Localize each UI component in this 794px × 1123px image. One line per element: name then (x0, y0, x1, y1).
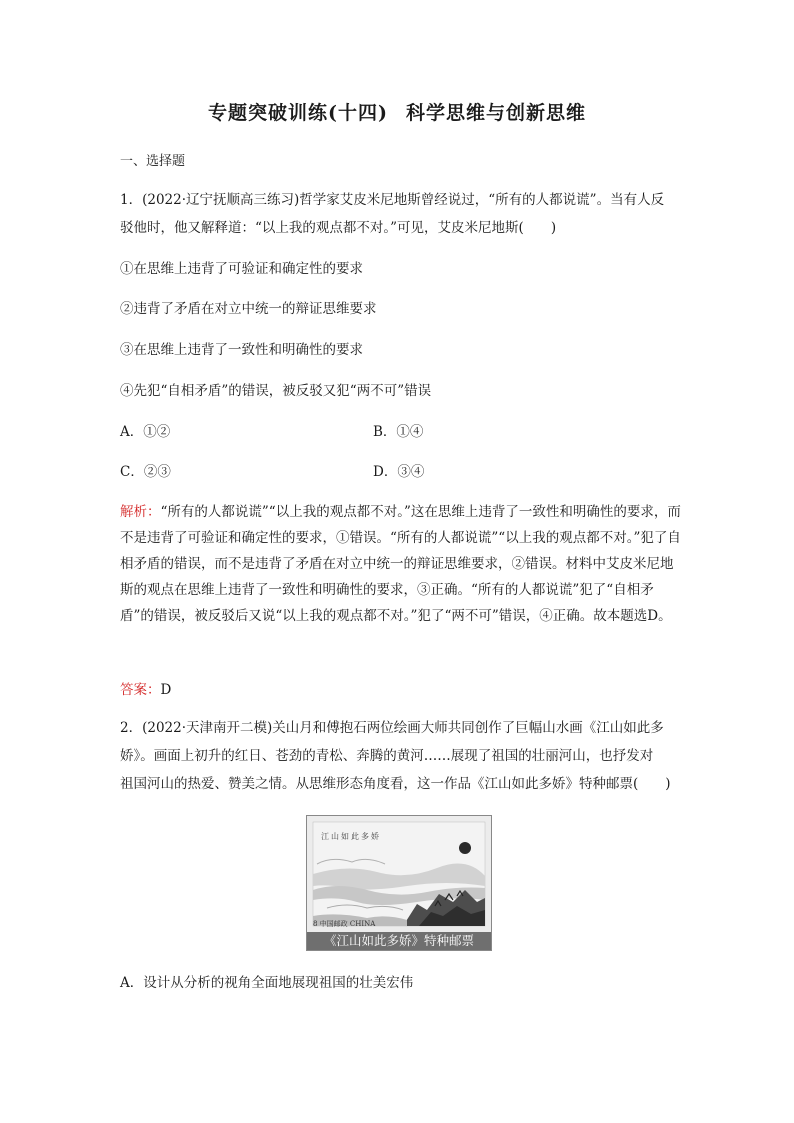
stamp-inscription: 江山如此多娇 (321, 832, 381, 841)
q1-item-3: ③在思维上违背了一致性和明确性的要求 (120, 342, 363, 358)
title-main: 专题突破训练(十四) (208, 102, 388, 124)
q1-analysis-label: 解析： (120, 504, 161, 520)
q1-answer-label: 答案： (120, 682, 161, 698)
q1-answer (120, 680, 680, 700)
q1-analysis-text: “所有的人都说谎”“以上我的观点都不对。”这在思维上违背了一致性和明确性的要求，而不是违背了可验证和确定性的要求，①错误。“所有的人都说谎”“以上我的观点都不对。”犯了自相矛盾的错误，而不是违背了矛盾在对立中统一的辩证思维要求，②错误。材料中艾皮米尼地斯的观点在思维上违背了一致性和明确性的要求，③正确。“所有的人都说谎”犯了“自相矛盾”的错误，被反驳后又说“以上我的观点都不对。”犯了“两不可”错误，④正确。故本题选D。 (120, 504, 681, 624)
section-heading: 一、选择题 (120, 154, 186, 169)
q1-option-d: D．③④ (373, 464, 425, 480)
q1-item-2: ②违背了矛盾在对立中统一的辩证思维要求 (120, 301, 377, 317)
q1-stem-line2: 驳他时，他又解释道：“以上我的观点都不对。”可见，艾皮米尼地斯( ) (120, 220, 557, 236)
q1-item-1: ①在思维上违背了可验证和确定性的要求 (120, 261, 363, 277)
page-title (0, 98, 794, 125)
q1-stem-line1: 1．(2022·辽宁抚顺高三练习)哲学家艾皮米尼地斯曾经说过，“所有的人都说谎”。当有人反 (120, 192, 665, 208)
q2-stem-line2: 娇》。画面上初升的红日、苍劲的青松、奔腾的黄河……展现了祖国的壮丽河山，也抒发对 (120, 748, 654, 764)
title-sub: 科学思维与创新思维 (405, 102, 586, 124)
stamp-caption: 《江山如此多娇》特种邮票 (307, 932, 491, 950)
stamp-image (306, 815, 492, 951)
q2-stem-line1: 2．(2022·天津南开二模)关山月和傅抱石两位绘画大师共同创作了巨幅山水画《江山如此多 (120, 720, 664, 736)
q1-option-b: B．①④ (373, 424, 424, 440)
q1-analysis (120, 499, 682, 629)
q1-option-c: C．②③ (120, 464, 171, 480)
stamp-face-value: 8 中国邮政 CHINA (313, 920, 376, 928)
q2-stem-line3: 祖国河山的热爱、赞美之情。从思维形态角度看，这一作品《江山如此多娇》特种邮票( ) (120, 776, 671, 792)
q1-answer-value: D (160, 682, 172, 698)
q1-item-4: ④先犯“自相矛盾”的错误，被反驳又犯“两不可”错误 (120, 383, 432, 399)
q2-option-a: A．设计从分析的视角全面地展现祖国的壮美宏伟 (120, 975, 414, 991)
q1-option-a: A．①② (120, 424, 171, 440)
